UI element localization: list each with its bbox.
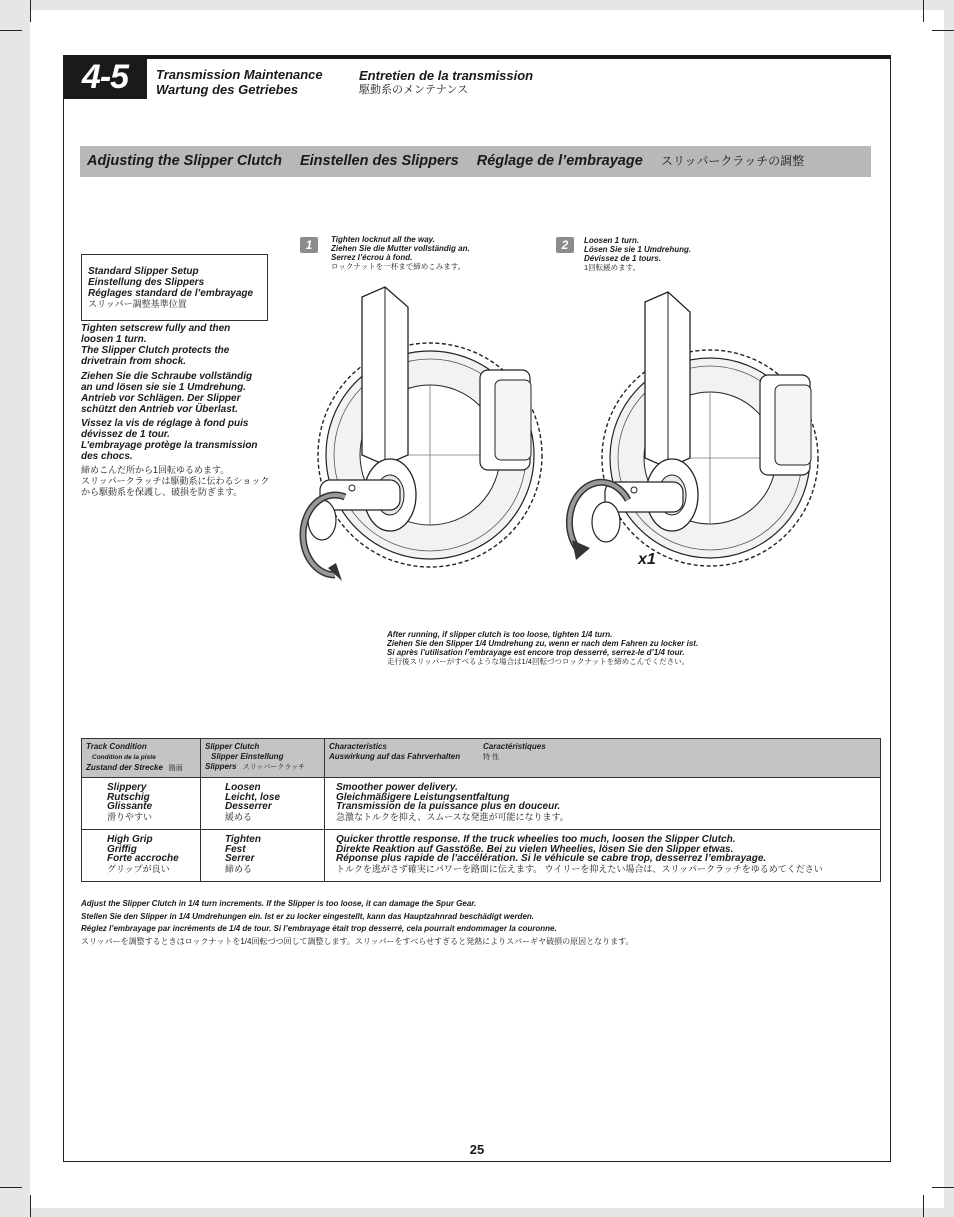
section-title-en: Transmission Maintenance xyxy=(156,67,323,82)
footnote xyxy=(81,898,633,948)
instruction-line: dévissez de 1 tour. xyxy=(81,429,170,440)
cell-characteristics xyxy=(325,830,881,882)
slipper-housing xyxy=(760,375,811,475)
instruction-line: Ziehen Sie die Schraube vollständig xyxy=(81,371,253,382)
slipper-housing xyxy=(480,370,531,470)
footnote-fr: Réglez l’embrayage par incréments de 1/4 de tour. Si l’embrayage était trop desserré, cela pourrait endommager la couronne. xyxy=(81,924,557,933)
step-1-text xyxy=(331,235,470,271)
section-title-de: Wartung des Getriebes xyxy=(156,82,299,97)
crop-mark xyxy=(0,30,22,31)
header-slipper-clutch xyxy=(201,739,325,778)
cell-line: Gleichmäßigere Leistungsentfaltung xyxy=(336,791,510,803)
step-1-de: Ziehen Sie die Mutter vollständig an. xyxy=(331,244,470,253)
header-track-en: Track Condition xyxy=(86,742,147,751)
cell-line: 急激なトルクを抑え、スムースな発進が可能になります。 xyxy=(336,811,569,822)
header-char-en: Characteristics xyxy=(329,742,387,751)
table-row xyxy=(82,778,881,830)
step-2-number: 2 xyxy=(556,237,574,253)
step-2-fr: Dévissez de 1 tours. xyxy=(584,254,661,263)
cell-line: 緩める xyxy=(225,811,253,822)
cell-line: High Grip xyxy=(107,834,153,845)
instruction-line: an und lösen sie sie 1 Umdrehung. xyxy=(81,382,247,393)
footnote-jp: スリッパーを調整するときはロックナットを1/4回転づつ回して調整します。スリッパーをすべらせすぎると発熱によりスパーギヤ破損の原因となります。 xyxy=(81,936,634,946)
cell-line: 滑りやすい xyxy=(107,811,153,822)
instruction-line: から駆動系を保護し、破損を防ぎます。 xyxy=(81,487,243,497)
cell-characteristics xyxy=(325,778,881,830)
step-1-en: Tighten locknut all the way. xyxy=(331,235,436,244)
crop-mark xyxy=(923,1195,924,1217)
section-title-fr: Entretien de la transmission xyxy=(359,68,534,83)
turn-multiplier: x1 xyxy=(638,551,656,568)
header-characteristics xyxy=(325,739,881,778)
cell-line: Réponse plus rapide de l’accélération. Si le véhicule se cabre trop, desserrez l’embrayage. xyxy=(336,853,767,864)
cell-line: Slippery xyxy=(107,782,147,793)
instruction-line: Antrieb vor Schlägen. Der Slipper xyxy=(81,393,241,404)
cell-line: Fest xyxy=(225,843,246,855)
section-title-fr-jp xyxy=(359,68,533,98)
footnote-de: Stellen Sie den Slipper in 1/4 Umdrehungen ein. Ist er zu locker eingestellt, kann das Hauptzahnrad beschädigt werden. xyxy=(81,911,534,921)
step-1-fr: Serrez l’écrou à fond. xyxy=(331,253,413,262)
cell-line: Serrer xyxy=(225,853,255,864)
header-char-de: Auswirkung auf das Fahrverhalten xyxy=(329,752,461,761)
banner-fr: Réglage de l’embrayage xyxy=(476,153,643,169)
step-2-de: Lösen Sie sie 1 Umdrehung. xyxy=(584,245,692,254)
header-track-jp: 路面 xyxy=(168,765,183,772)
instruction-line: スリッパークラッチは駆動系に伝わるショック xyxy=(81,476,270,486)
header-track-condition xyxy=(82,739,201,778)
instruction-line: The Slipper Clutch protects the xyxy=(81,345,230,356)
cell-line: Direkte Reaktion auf Gasstöße. Bei zu vielen Wheelies, lösen Sie den Slipper etwas. xyxy=(336,843,734,855)
cell-line: Tighten xyxy=(225,834,261,845)
standard-setup-box xyxy=(81,254,268,321)
page-number: 25 xyxy=(469,1142,485,1157)
instruction-line: des chocs. xyxy=(81,451,133,462)
page-frame xyxy=(63,55,891,1162)
cell-line: Smoother power delivery. xyxy=(336,782,458,793)
step-1-jp: ロックナットを一杯まで締めこみます。 xyxy=(331,262,466,271)
step-2-text xyxy=(584,236,691,272)
instructions-en xyxy=(81,323,271,367)
after-running-fr: Si après l’utilisation l’embrayage est encore trop desserré, serrez-le d’1/4 tour. xyxy=(387,648,685,657)
instruction-line: L’embrayage protège la transmission xyxy=(81,440,258,451)
instructions-fr xyxy=(81,418,271,462)
standard-setup-fr: Réglages standard de l’embrayage xyxy=(88,288,254,299)
instruction-line: loosen 1 turn. xyxy=(81,334,147,345)
cell-track-condition xyxy=(82,778,201,830)
crop-mark xyxy=(923,0,924,22)
section-title-en-de xyxy=(156,67,323,97)
after-running-en: After running, if slipper clutch is too loose, tighten 1/4 turn. xyxy=(387,630,613,639)
after-running-de: Ziehen Sie den Slipper 1/4 Umdrehung zu, wenn er nach dem Fahren zu locker ist. xyxy=(387,639,699,648)
cell-line: Transmission de la puissance plus en douceur. xyxy=(336,801,561,812)
cell-line: Desserrer xyxy=(225,801,272,812)
instructions-jp xyxy=(81,465,281,498)
header-track-fr: Condition de la piste xyxy=(92,754,156,761)
header-track-de: Zustand der Strecke xyxy=(86,763,163,772)
step-1-number: 1 xyxy=(300,237,318,253)
header-char-jp: 特 性 xyxy=(483,754,499,761)
step-2-jp: 1回転緩めます。 xyxy=(584,263,641,272)
section-banner xyxy=(80,146,871,177)
after-running-note xyxy=(387,630,698,666)
cell-line: グリップが良い xyxy=(107,863,170,874)
cell-line: Rutschig xyxy=(107,791,150,803)
table-row xyxy=(82,830,881,882)
standard-setup-jp: スリッパー調整基準位置 xyxy=(88,299,187,309)
cell-line: Loosen xyxy=(225,782,261,793)
table-header-row xyxy=(82,739,881,778)
header-slipper-de: Slipper Einstellung xyxy=(211,752,284,761)
cell-slipper-setting xyxy=(201,778,325,830)
step-2-en: Loosen 1 turn. xyxy=(584,236,640,245)
section-number-badge: 4-5 xyxy=(63,55,147,99)
header-slipper-jp: スリッパークラッチ xyxy=(242,764,306,771)
instruction-line: 締めこんだ所から1回転ゆるめます。 xyxy=(81,465,230,475)
instruction-line: schützt den Antrieb vor Überlast. xyxy=(81,404,238,415)
track-condition-table xyxy=(81,738,881,882)
instructions-de xyxy=(81,371,271,415)
header-slipper-en: Slipper Clutch xyxy=(205,742,260,751)
banner-en: Adjusting the Slipper Clutch xyxy=(87,153,282,169)
cell-track-condition xyxy=(82,830,201,882)
cell-line: Quicker throttle response. If the truck wheelies too much, loosen the Slipper Clutch. xyxy=(336,834,736,845)
cell-line: Leicht, lose xyxy=(225,791,281,803)
after-running-jp: 走行後スリッパーがすべるような場合は1/4回転づつロックナットを締めこんでください。 xyxy=(387,657,690,666)
crop-mark xyxy=(30,0,31,22)
header-slipper-fr: Slippers xyxy=(205,762,237,771)
instruction-line: Vissez la vis de réglage à fond puis xyxy=(81,418,249,429)
cell-line: Glissante xyxy=(107,801,153,812)
crop-mark xyxy=(30,1195,31,1217)
crop-mark xyxy=(932,1187,954,1188)
cell-line: 締める xyxy=(225,863,253,874)
crop-mark xyxy=(0,1187,22,1188)
section-title-jp: 駆動系のメンテナンス xyxy=(359,84,469,96)
slipper-clutch-illustration-step-2 xyxy=(560,290,835,590)
slipper-clutch-illustration-step-1 xyxy=(280,285,550,585)
header-char-fr: Caractéristiques xyxy=(483,742,546,751)
cell-slipper-setting xyxy=(201,830,325,882)
banner-de: Einstellen des Slippers xyxy=(299,153,459,169)
banner-jp: スリッパークラッチの調整 xyxy=(660,154,805,168)
instruction-line: drivetrain from shock. xyxy=(81,356,187,367)
instruction-line: Tighten setscrew fully and then xyxy=(81,323,231,334)
cell-line: Griffig xyxy=(107,843,137,855)
cell-line: Forte accroche xyxy=(107,853,179,864)
standard-setup-de: Einstellung des Slippers xyxy=(88,277,205,288)
standard-setup-en: Standard Slipper Setup xyxy=(88,266,199,277)
crop-mark xyxy=(932,30,954,31)
footnote-en: Adjust the Slipper Clutch in 1/4 turn increments. If the Slipper is too loose, it can damage the Spur Gear. xyxy=(81,899,477,908)
cell-line: トルクを逃がさず確実にパワーを路面に伝えます。 ウイリーを抑えたい場合は、スリッパークラッチをゆるめてください xyxy=(336,863,823,874)
